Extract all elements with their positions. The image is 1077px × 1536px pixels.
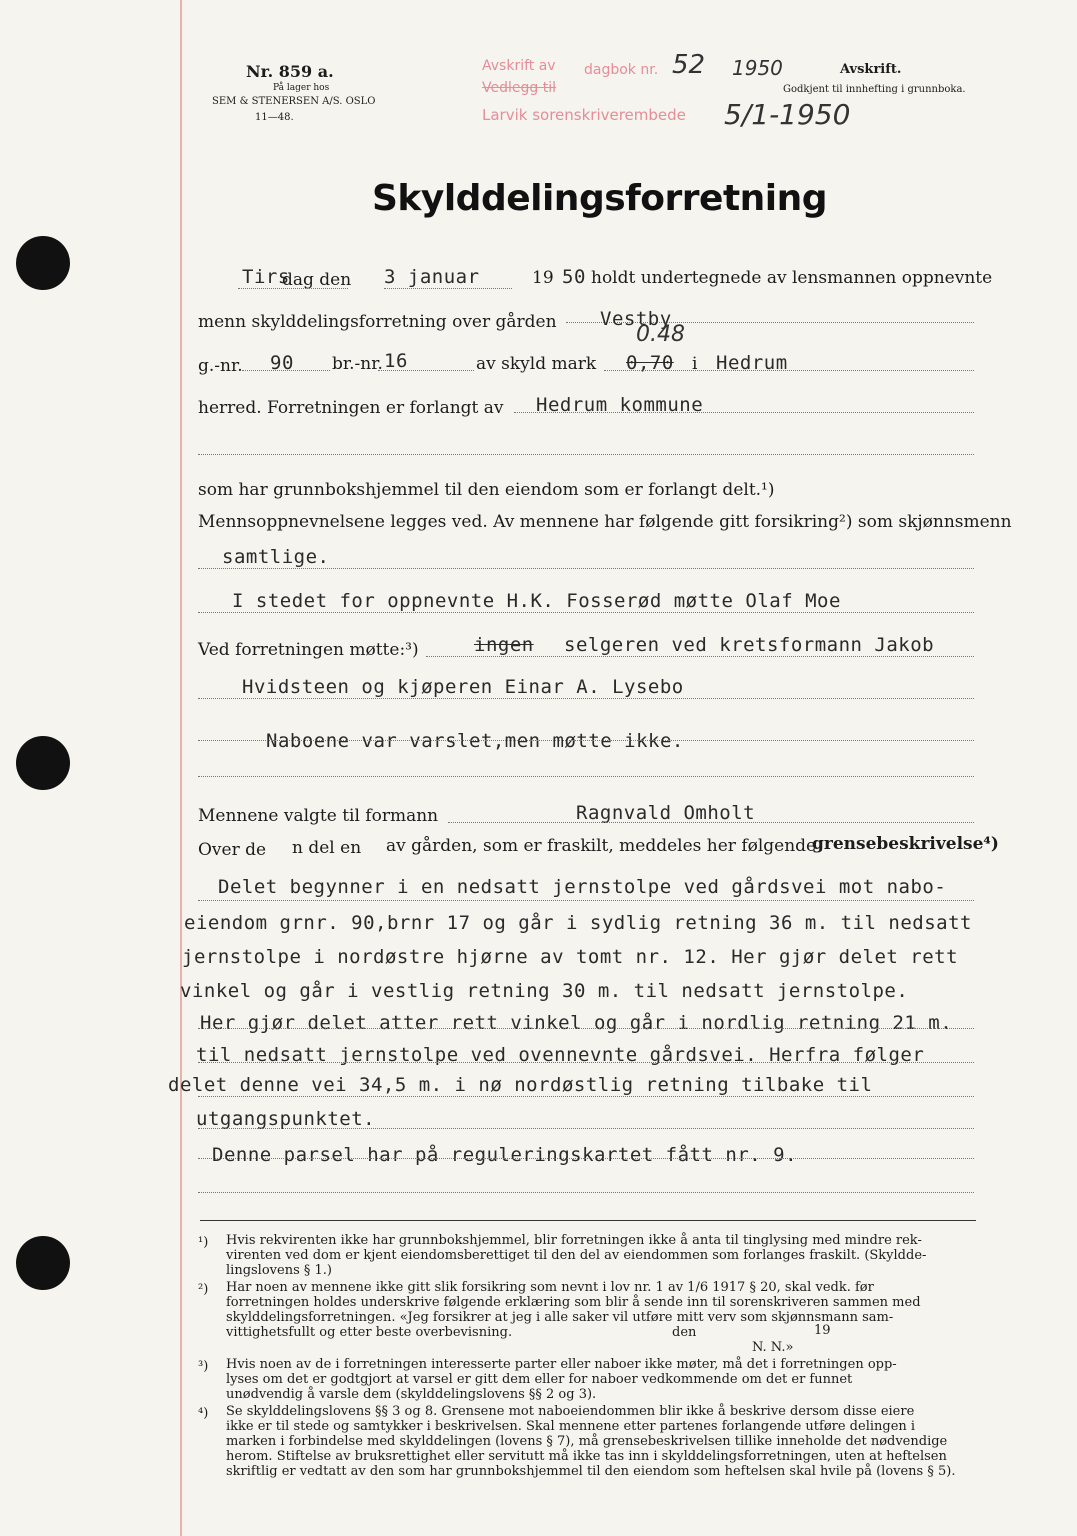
- description-line: Delet begynner i en nedsatt jernstolpe ved gårdsvei mot nabo-: [218, 876, 947, 898]
- motte-line-1: selgeren ved kretsformann Jakob: [564, 634, 935, 656]
- grense-label: grensebeskrivelse⁴): [812, 834, 999, 854]
- publisher-line-2: SEM & STENERSEN A/S. OSLO: [212, 96, 376, 107]
- binder-hole-middle: [16, 736, 70, 790]
- description-line: vinkel og går i vestlig retning 30 m. til nedsatt jernstolpe.: [180, 980, 909, 1002]
- day-prefix: Tirs: [242, 266, 290, 288]
- description-line: Her gjør delet atter rett vinkel og går i nordlig retning 21 m.: [200, 1012, 953, 1034]
- in-label: i: [692, 354, 698, 374]
- bnr-label: br.-nr.: [332, 354, 383, 374]
- binder-hole-top: [16, 236, 70, 290]
- footnote-2-marker: ²): [198, 1282, 209, 1297]
- dotted-line: [378, 370, 474, 371]
- dotted-line: [514, 412, 974, 413]
- bnr-value: 16: [384, 350, 408, 372]
- dotted-line: [198, 740, 974, 741]
- footnote-4-marker: ⁴): [198, 1406, 209, 1421]
- document-title: Skylddelingsforretning: [372, 178, 828, 219]
- footnote-2-line: Har noen av mennene ikke gitt slik forsikring som nevnt i lov nr. 1 av 1/6 1917 § 20, skal vedk. før: [226, 1280, 874, 1295]
- dotted-line: [426, 656, 974, 657]
- binder-hole-bottom: [16, 1236, 70, 1290]
- naboene-line: Naboene var varslet,men møtte ikke.: [266, 730, 684, 752]
- footnote-4-line: ikke er til stede og samtykker i beskrivelsen. Skal mennene etter partenes forlangende utføre delingen i: [226, 1419, 916, 1434]
- gnr-value: 90: [270, 352, 294, 374]
- dotted-line: [198, 1062, 974, 1063]
- gnr-label: g.-nr.: [198, 356, 243, 376]
- footnote-1-line: Hvis rekvirenten ikke har grunnbokshjemmel, blir forretningen ikke å anta til tinglysing med mindre rek-: [226, 1233, 922, 1248]
- footnote-4-line: herom. Stiftelse av bruksrettighet eller servitutt må ikke tas inn i skylddelingsforretningen, uten at heftelsen: [226, 1449, 947, 1464]
- hand-year: 1950: [732, 56, 783, 80]
- farm-name: Vestby: [600, 308, 672, 330]
- footnote-separator: [200, 1220, 976, 1221]
- footnote-2-signature: N. N.»: [752, 1340, 794, 1355]
- skyld-correction: 0.48: [636, 322, 685, 347]
- line1-tail: holdt undertegnede av lensmannen oppnevnte: [591, 268, 993, 288]
- date-value: 3 januar: [384, 266, 480, 288]
- skyld-old-value: 0,70: [626, 352, 674, 374]
- motte-label: Ved forretningen møtte:³): [198, 640, 419, 660]
- substitute-line: I stedet for oppnevnte H.K. Fosserød møtte Olaf Moe: [232, 590, 841, 612]
- avskrift-label: Avskrift.: [840, 62, 902, 77]
- footnote-2-line: skylddelingsforretningen. «Jeg forsikrer at jeg i alle saker vil utføre mitt verv som skjønnsmann sam-: [226, 1310, 894, 1325]
- motte-line-2: Hvidsteen og kjøperen Einar A. Lysebo: [242, 676, 684, 698]
- stamp-office: Larvik sorenskriverembede: [482, 106, 686, 124]
- dotted-line: [198, 1192, 974, 1193]
- forsikring-value: samtlige.: [222, 546, 330, 568]
- dotted-line: [604, 370, 974, 371]
- footnote-4-line: skriftlig er vedtatt av den som har grunnbokshjemmel til den eiendom som heftelsen skal hvile på (lovens § 5).: [226, 1464, 956, 1479]
- dotted-line: [384, 288, 512, 289]
- footnote-1-marker: ¹): [198, 1235, 209, 1250]
- dotted-line: [198, 1096, 974, 1097]
- description-line: eiendom grnr. 90,brnr 17 og går i sydlig retning 36 m. til nedsatt: [184, 912, 972, 934]
- hand-date: 5/1-1950: [724, 98, 851, 131]
- oppnevnelse-text: Mennsoppnevnelsene legges ved. Av mennene har følgende gitt forsikring²) som skjønnsmenn: [198, 512, 1012, 532]
- publisher-line-3: 11—48.: [255, 112, 294, 123]
- form-number: Nr. 859 a.: [246, 62, 334, 81]
- approval-text: Godkjent til innhefting i grunnboka.: [783, 84, 966, 95]
- dotted-line: [448, 822, 974, 823]
- grunnbok-text: som har grunnbokshjemmel til den eiendom som er forlangt delt.¹): [198, 480, 775, 500]
- footnote-3-line: Hvis noen av de i forretningen interesserte parter eller naboer ikke møter, må det i forretningen opp-: [226, 1357, 897, 1372]
- dotted-line: [198, 612, 974, 613]
- herred-label: herred. Forretningen er forlangt av: [198, 398, 504, 418]
- description-line: Denne parsel har på reguleringskartet fått nr. 9.: [212, 1144, 798, 1166]
- dotted-line: [566, 322, 974, 323]
- stamp-dagbok: dagbok nr.: [584, 62, 659, 78]
- struck-text: ingen: [474, 634, 534, 656]
- year-prefix: 19: [532, 268, 554, 288]
- formann-value: Ragnvald Omholt: [576, 802, 756, 824]
- dotted-line: [242, 370, 330, 371]
- hand-dagbok-number: 52: [672, 50, 706, 80]
- municipality: Hedrum: [716, 352, 788, 374]
- footnote-3-line: unødvendig å varsle dem (skylddelingslovens §§ 2 og 3).: [226, 1387, 597, 1402]
- footnote-2-den: den: [672, 1325, 697, 1340]
- stamp-vedlegg: Vedlegg til: [482, 80, 556, 96]
- formann-label: Mennene valgte til formann: [198, 806, 439, 826]
- margin-line: [180, 0, 182, 1536]
- requested-by: Hedrum kommune: [536, 394, 704, 416]
- dotted-line: [198, 1158, 974, 1159]
- footnote-4-line: marken i forbindelse med skylddelingen (lovens § 7), må grensebeskrivelsen tillike inneholde det nødvendige: [226, 1434, 948, 1449]
- footnote-2-year: 19: [814, 1323, 831, 1338]
- description-line: delet denne vei 34,5 m. i nø nordøstlig retning tilbake til: [168, 1074, 873, 1096]
- description-line: jernstolpe i nordøstre hjørne av tomt nr. 12. Her gjør delet rett: [182, 946, 959, 968]
- description-line: til nedsatt jernstolpe ved ovennevnte gårdsvei. Herfra følger: [196, 1044, 925, 1066]
- over-de-label: Over de: [198, 840, 267, 860]
- over-tail: av gården, som er fraskilt, meddeles her følgende: [386, 836, 817, 856]
- line2-label: menn skylddelingsforretning over gården: [198, 312, 557, 332]
- dotted-line: [198, 900, 974, 901]
- publisher-line-1: På lager hos: [273, 83, 330, 93]
- dotted-line: [198, 454, 974, 455]
- over-n-label: n del en: [292, 838, 362, 858]
- footnote-4-line: Se skylddelingslovens §§ 3 og 8. Grensene mot naboeiendommen blir ikke å beskrive dersom disse eiere: [226, 1404, 915, 1419]
- footnote-1-line: virenten ved dom er kjent eiendomsberettiget til den del av eiendommen som forlanges fraskilt. (Skyldde-: [226, 1248, 927, 1263]
- footnote-2-line: vittighetsfullt og etter beste overbevisning.: [226, 1325, 513, 1340]
- footnote-1-line: lingslovens § 1.): [226, 1263, 332, 1278]
- dotted-line: [238, 288, 348, 289]
- dotted-line: [198, 568, 974, 569]
- stamp-avskrift-av: Avskrift av: [482, 58, 556, 74]
- skyld-label: av skyld mark: [476, 354, 597, 374]
- description-line: utgangspunktet.: [196, 1108, 376, 1130]
- dotted-line: [198, 1028, 974, 1029]
- footnote-2-line: forretningen holdes underskrive følgende erklæring som blir å sende inn til sorenskriveren sammen med: [226, 1295, 921, 1310]
- footnote-3-marker: ³): [198, 1359, 209, 1374]
- dotted-line: [198, 1128, 974, 1129]
- footnote-3-line: lyses om det er godtgjort at varsel er gitt dem eller for naboer vedkommende om det er funnet: [226, 1372, 853, 1387]
- year-value: 50: [562, 266, 586, 288]
- day-label: dag den: [282, 270, 352, 290]
- dotted-line: [198, 698, 974, 699]
- dotted-line: [198, 776, 974, 777]
